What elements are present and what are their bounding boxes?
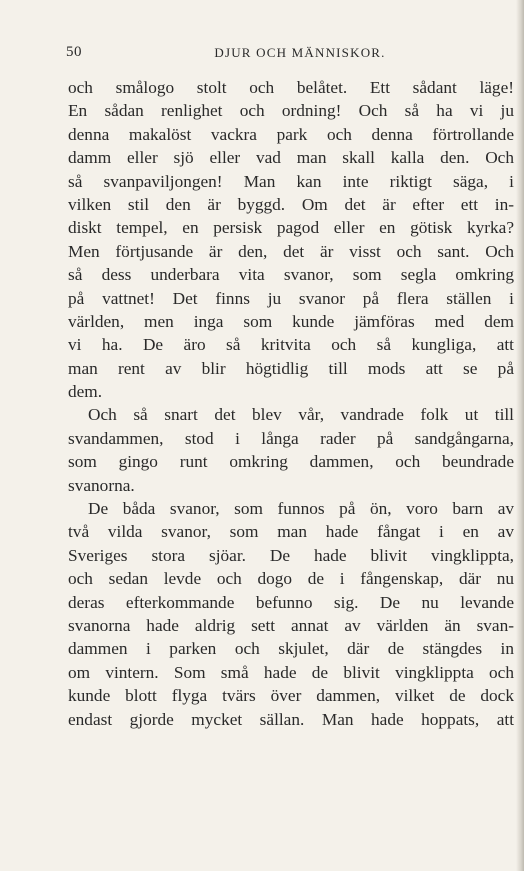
text-line: damm eller sjö eller vad man skall kalla den. Och bbox=[68, 148, 514, 168]
text-line: En sådan renlighet och ordning! Och så ha vi ju bbox=[68, 101, 514, 121]
text-line: så svanpaviljongen! Man kan inte riktigt säga, i bbox=[68, 171, 514, 191]
text-line: svanorna. bbox=[68, 475, 135, 495]
text-line: vilken stil den är byggd. Om det är efter ett in- bbox=[68, 194, 514, 214]
text-line: kunde blott flyga tvärs över dammen, vilket de dock bbox=[68, 686, 514, 706]
text-line: denna makalöst vackra park och denna förtrollande bbox=[68, 124, 514, 144]
text-line: dem. bbox=[68, 382, 103, 402]
text-line: man rent av blir högtidlig till mods att se på bbox=[68, 358, 514, 378]
text-line: två vilda svanor, som man hade fångat i en av bbox=[68, 522, 514, 542]
text-line: som gingo runt omkring dammen, och beundrade bbox=[68, 452, 514, 472]
text-line: Och så snart det blev vår, vandrade folk ut till bbox=[88, 405, 514, 425]
body-text bbox=[68, 76, 514, 731]
text-line: om vintern. Som små hade de blivit vingklippta och bbox=[68, 662, 514, 682]
text-line: svandammen, stod i långa rader på sandgångarna, bbox=[68, 428, 514, 448]
page-number: 50 bbox=[66, 44, 82, 60]
text-line: diskt tempel, en persisk pagod eller en götisk kyrka? bbox=[68, 218, 514, 238]
text-line: Sveriges stora sjöar. De hade blivit vingklippta, bbox=[68, 545, 514, 565]
text-line: deras efterkommande befunno sig. De nu levande bbox=[68, 592, 514, 612]
text-line: och sedan levde och dogo de i fångenskap, där nu bbox=[68, 569, 514, 589]
text-line: Men förtjusande är den, det är visst och sant. Och bbox=[68, 241, 514, 261]
text-line: svanorna hade aldrig sett annat av världen än svan- bbox=[68, 615, 514, 635]
text-line: världen, men inga som kunde jämföras med dem bbox=[68, 311, 514, 331]
text-line: endast gjorde mycket sällan. Man hade hoppats, att bbox=[68, 709, 514, 729]
text-line: vi ha. De äro så kritvita och så kungliga, att bbox=[68, 335, 514, 355]
page-header bbox=[66, 44, 514, 64]
text-line: och smålogo stolt och belåtet. Ett sådant läge! bbox=[68, 78, 514, 97]
running-head: DJUR OCH MÄNNISKOR. bbox=[214, 45, 386, 60]
text-line: på vattnet! Det finns ju svanor på flera ställen i bbox=[68, 288, 514, 308]
text-line: De båda svanor, som funnos på ön, voro barn av bbox=[88, 499, 514, 519]
text-line: så dess underbara vita svanor, som segla omkring bbox=[68, 265, 514, 285]
text-line: dammen i parken och skjulet, där de stängdes in bbox=[68, 639, 514, 659]
page-edge bbox=[516, 0, 524, 871]
